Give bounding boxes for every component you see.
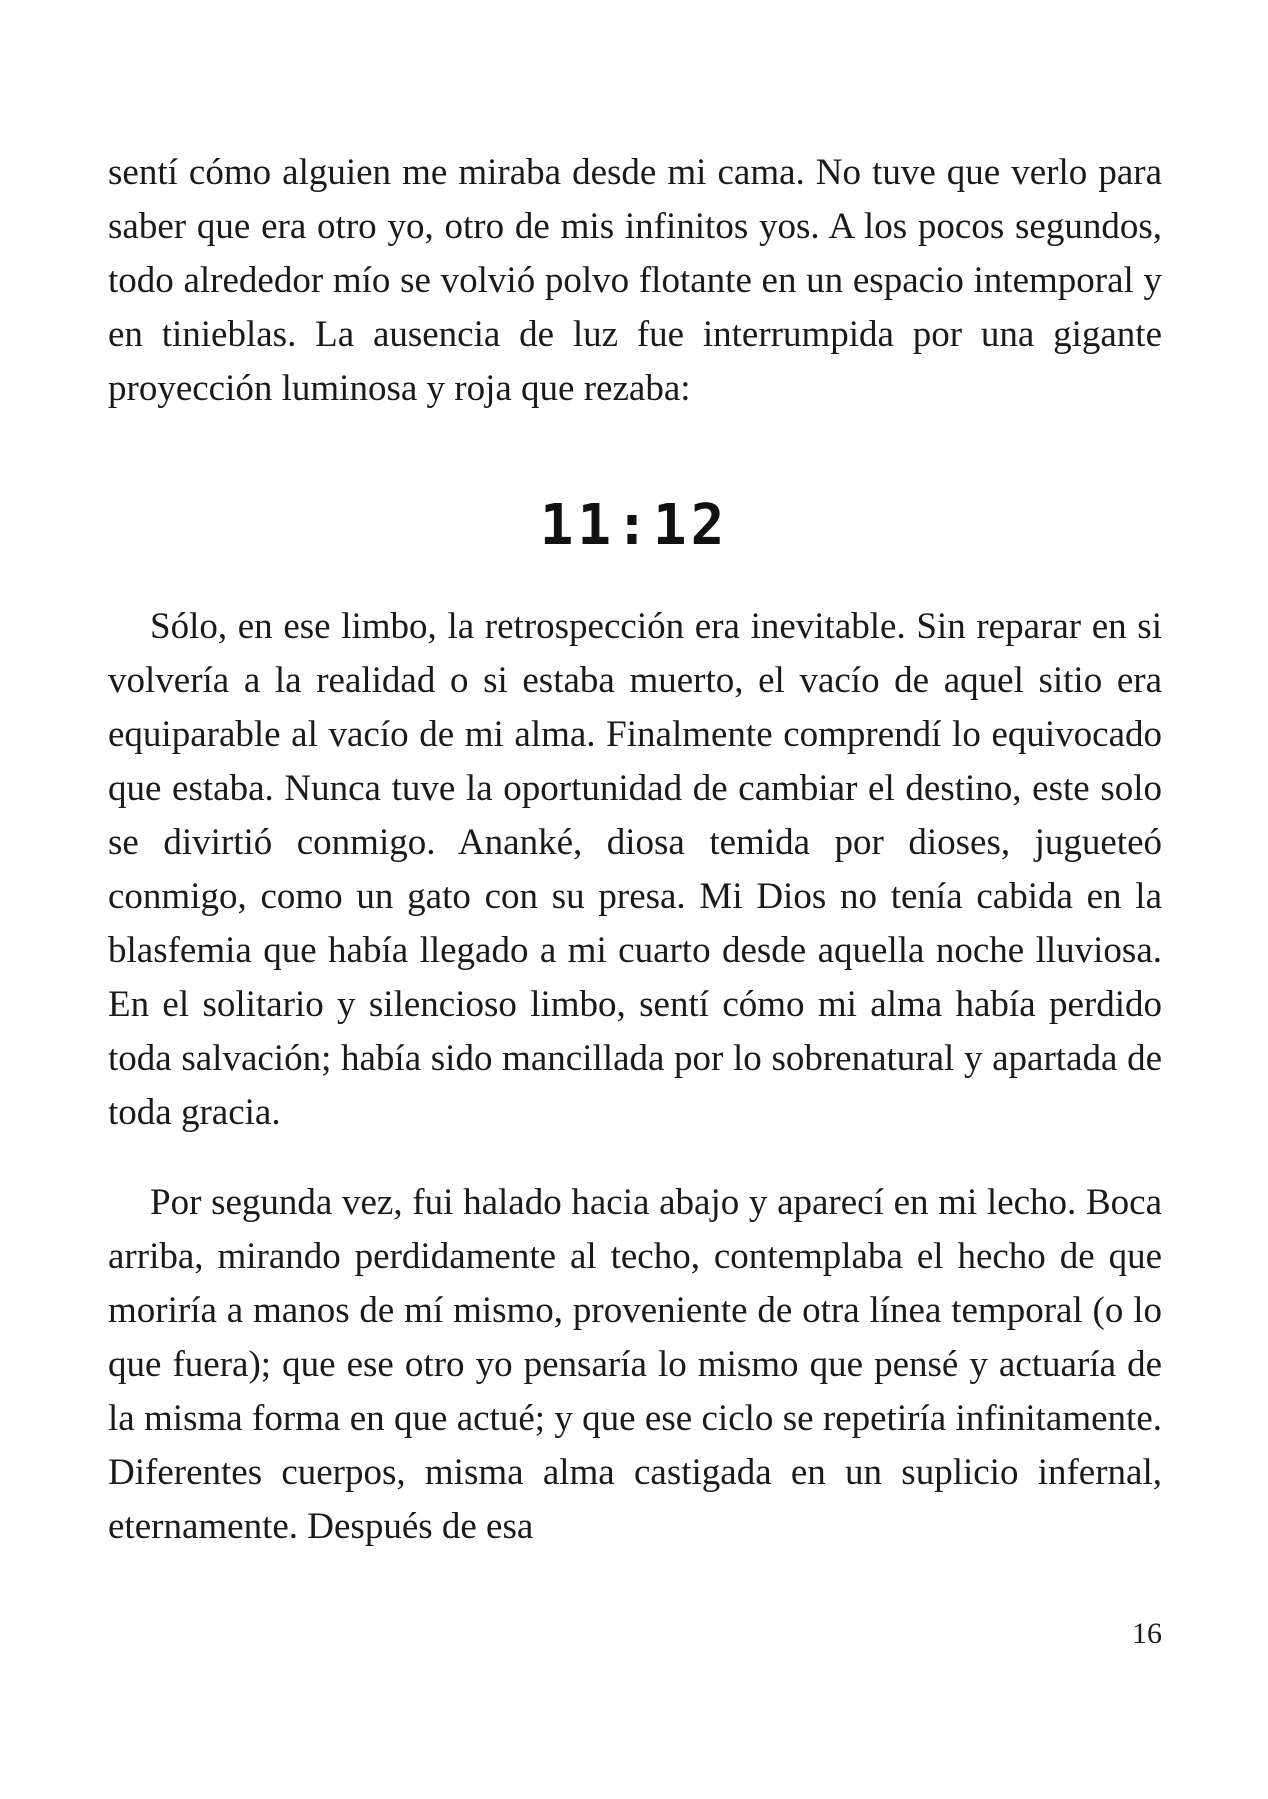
paragraph-3: Por segunda vez, fui halado hacia abajo y aparecí en mi lecho. Boca arriba, mirando perdidamente al techo, contemplaba el hecho de que moriría a manos de mí mismo, proveniente de otra línea temporal (o lo que fuera); que ese otro yo pensaría lo mismo que pensé y actuaría de la misma forma en que actué; y que ese ciclo se repetiría infinitamente. Diferentes cuerpos, misma alma castigada en un suplicio infernal, eternamente. Después de esa — [108, 1182, 1162, 1547]
digital-clock-time: 11:12 — [539, 493, 729, 558]
page-number: 16 — [1132, 1617, 1162, 1650]
paragraph-2: Sólo, en ese limbo, la retrospección era inevitable. Sin reparar en si volvería a la realidad o si estaba muerto, el vacío de aquel sitio era equiparable al vacío de mi alma. Finalmente comprendí lo equivocado que estaba. Nunca tuve la oportunidad de cambiar el destino, este solo se divirtió conmigo. Ananké, diosa temida por dioses, jugueteó conmigo, como un gato con su presa. Mi Dios no tenía cabida en la blasfemia que había llegado a mi cuarto desde aquella noche lluviosa. En el solitario y silencioso limbo, sentí cómo mi alma había perdido toda salvación; había sido mancillada por lo sobrenatural y apartada de toda gracia. — [108, 606, 1162, 1133]
paragraph-1: sentí cómo alguien me miraba desde mi cama. No tuve que verlo para saber que era otro yo, otro de mis infinitos yos. A los pocos segundos, todo alrededor mío se volvió polvo flotante en un espacio intemporal y en tinieblas. La ausencia de luz fue interrumpida por una gigante proyección luminosa y roja que rezaba: — [108, 152, 1162, 409]
